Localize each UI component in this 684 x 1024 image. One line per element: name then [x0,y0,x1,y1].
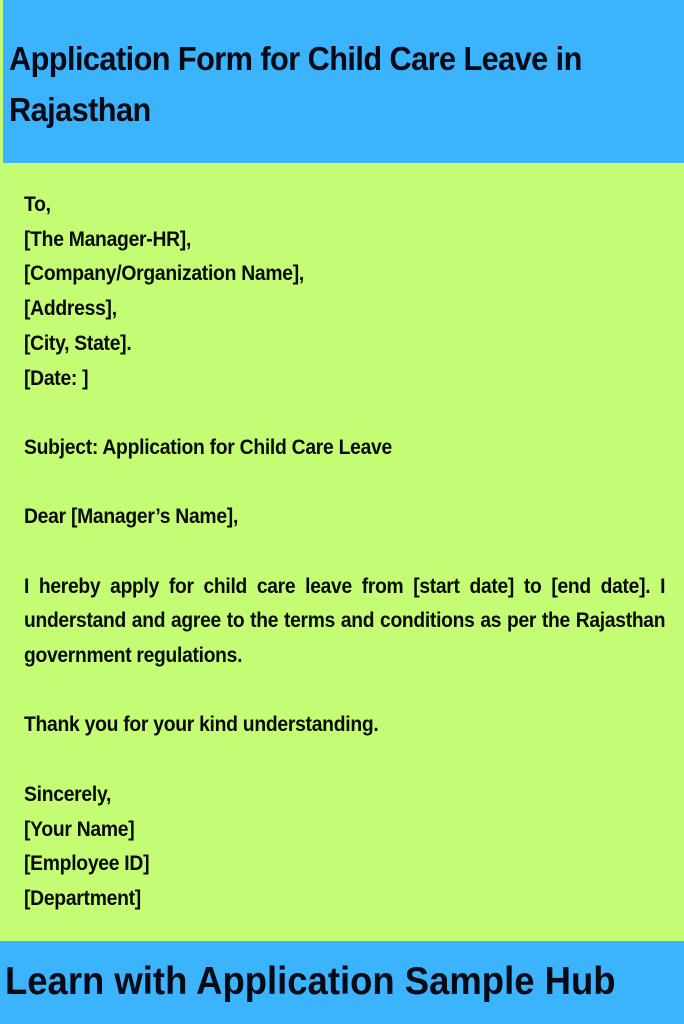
letter-closing: Sincerely, [24,782,112,806]
footer-branding: Learn with Application Sample Hub [5,960,616,1003]
recipient-company: [Company/Organization Name], [24,262,304,286]
recipient-to: To, [24,193,51,216]
spacer [24,535,665,570]
signature-employee-id: [Employee ID] [24,852,150,876]
letter-greeting: Dear [Manager’s Name], [24,505,239,529]
recipient-city-state: [City, State]. [24,331,132,355]
letter-body [24,188,665,917]
spacer [24,743,665,778]
header-banner [3,0,684,163]
letter-subject: Subject: Application for Child Care Leave [24,435,392,459]
spacer [24,674,665,709]
spacer [24,396,665,431]
signature-department: [Department] [24,886,141,910]
page-title: Application Form for Child Care Leave in Rajasthan [9,40,582,128]
letter-thanks: Thank you for your kind understanding. [24,713,379,737]
signature-name: [Your Name] [24,817,135,841]
recipient-title: [The Manager-HR], [24,227,192,251]
recipient-address: [Address], [24,297,117,321]
letter-body-paragraph: I hereby apply for child care leave from [start date] to [end date]. I understand and agree to the terms and conditions as per the Rajasthan government regulations. [24,574,666,668]
footer-banner [0,941,684,1024]
spacer [24,466,665,501]
letter-date: [Date: ] [24,366,89,390]
